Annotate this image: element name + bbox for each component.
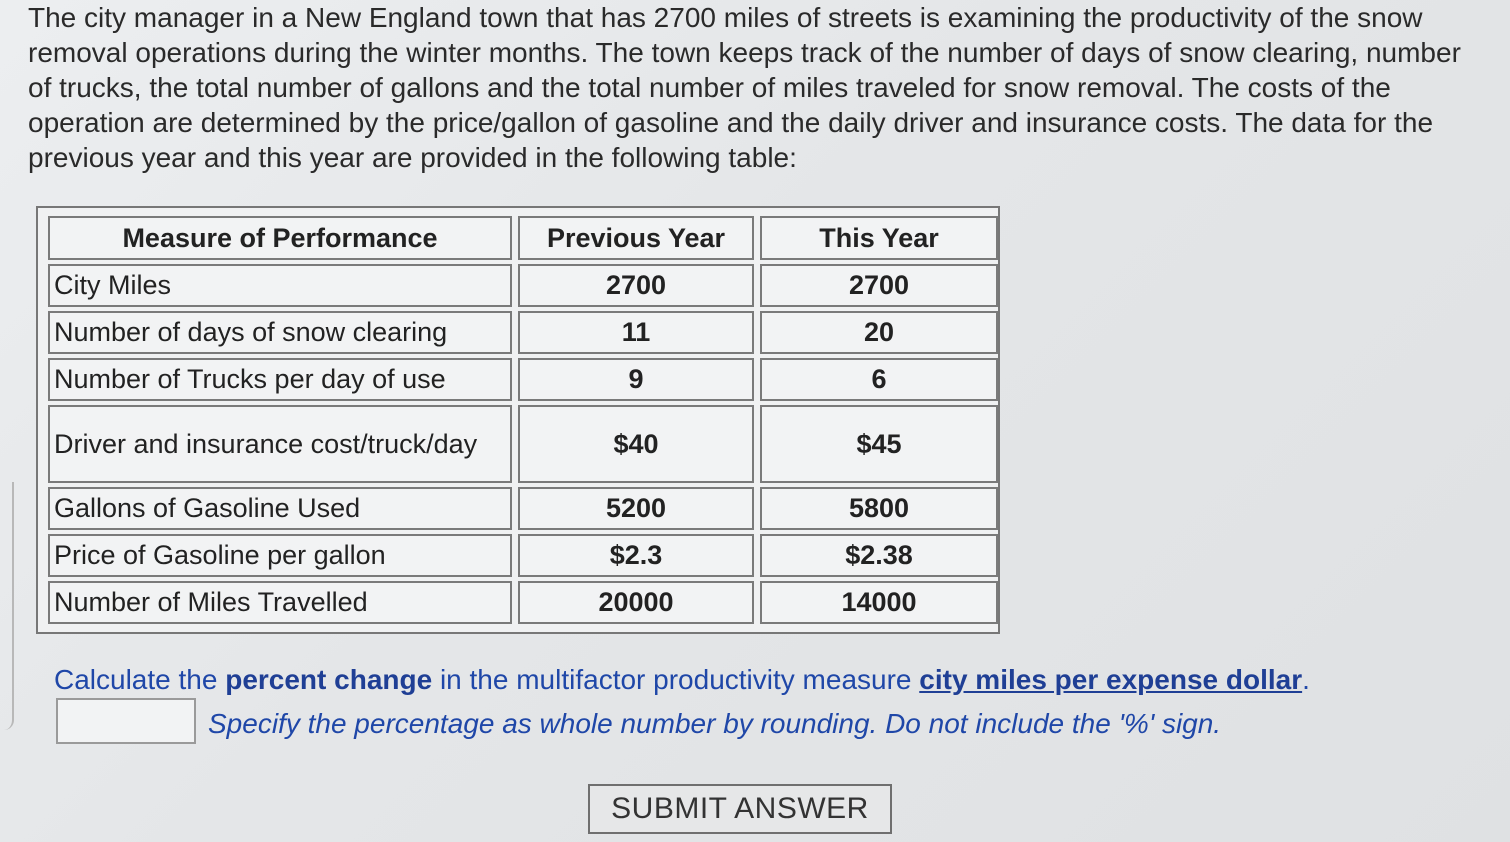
answer-input[interactable] bbox=[56, 698, 196, 744]
header-this-year: This Year bbox=[760, 216, 998, 260]
this-year-cell: 2700 bbox=[760, 264, 998, 307]
table-row bbox=[48, 405, 998, 483]
this-year-cell: 5800 bbox=[760, 487, 998, 530]
this-year-cell: 14000 bbox=[760, 581, 998, 624]
performance-table bbox=[36, 206, 1000, 634]
previous-year-cell: 2700 bbox=[518, 264, 754, 307]
left-panel-edge bbox=[0, 482, 14, 730]
prompt-text-1: Calculate the bbox=[54, 664, 226, 695]
this-year-cell: $2.38 bbox=[760, 534, 998, 577]
previous-year-cell: 9 bbox=[518, 358, 754, 401]
previous-year-cell: $2.3 bbox=[518, 534, 754, 577]
prompt-text-3: . bbox=[1302, 664, 1310, 695]
header-previous-year: Previous Year bbox=[518, 216, 754, 260]
prompt-link-city-miles[interactable]: city miles per expense dollar bbox=[919, 664, 1303, 695]
calculation-prompt bbox=[54, 664, 1310, 696]
table-row bbox=[48, 264, 998, 307]
submit-answer-button[interactable]: SUBMIT ANSWER bbox=[588, 784, 892, 834]
measure-cell: Price of Gasoline per gallon bbox=[48, 534, 512, 577]
prompt-bold-percent-change: percent change bbox=[225, 664, 433, 695]
measure-cell: Number of days of snow clearing bbox=[48, 311, 512, 354]
table-header-row bbox=[48, 216, 998, 260]
this-year-cell: 20 bbox=[760, 311, 998, 354]
measure-cell: City Miles bbox=[48, 264, 512, 307]
header-measure: Measure of Performance bbox=[48, 216, 512, 260]
table-row bbox=[48, 487, 998, 530]
table-row bbox=[48, 581, 998, 624]
answer-hint: Specify the percentage as whole number by rounding. Do not include the '%' sign. bbox=[208, 708, 1222, 739]
measure-cell: Driver and insurance cost/truck/day bbox=[48, 405, 512, 483]
measure-cell: Number of Miles Travelled bbox=[48, 581, 512, 624]
table-row bbox=[48, 311, 998, 354]
previous-year-cell: 11 bbox=[518, 311, 754, 354]
table-row bbox=[48, 358, 998, 401]
measure-cell: Number of Trucks per day of use bbox=[48, 358, 512, 401]
measure-cell: Gallons of Gasoline Used bbox=[48, 487, 512, 530]
prompt-text-2: in the multifactor productivity measure bbox=[432, 664, 920, 695]
this-year-cell: $45 bbox=[760, 405, 998, 483]
previous-year-cell: 20000 bbox=[518, 581, 754, 624]
previous-year-cell: 5200 bbox=[518, 487, 754, 530]
question-paragraph: The city manager in a New England town that has 2700 miles of streets is examining the productivity of the snow removal operations during the winter months. The town keeps track of the number of days of snow clearing, number of trucks, the total number of gallons and the total number of miles traveled for snow removal. The costs of the operation are determined by the price/gallon of gasoline and the daily driver and insurance costs. The data for the previous year and this year are provided in the following table: bbox=[28, 2, 1461, 173]
table-row bbox=[48, 534, 998, 577]
this-year-cell: 6 bbox=[760, 358, 998, 401]
previous-year-cell: $40 bbox=[518, 405, 754, 483]
